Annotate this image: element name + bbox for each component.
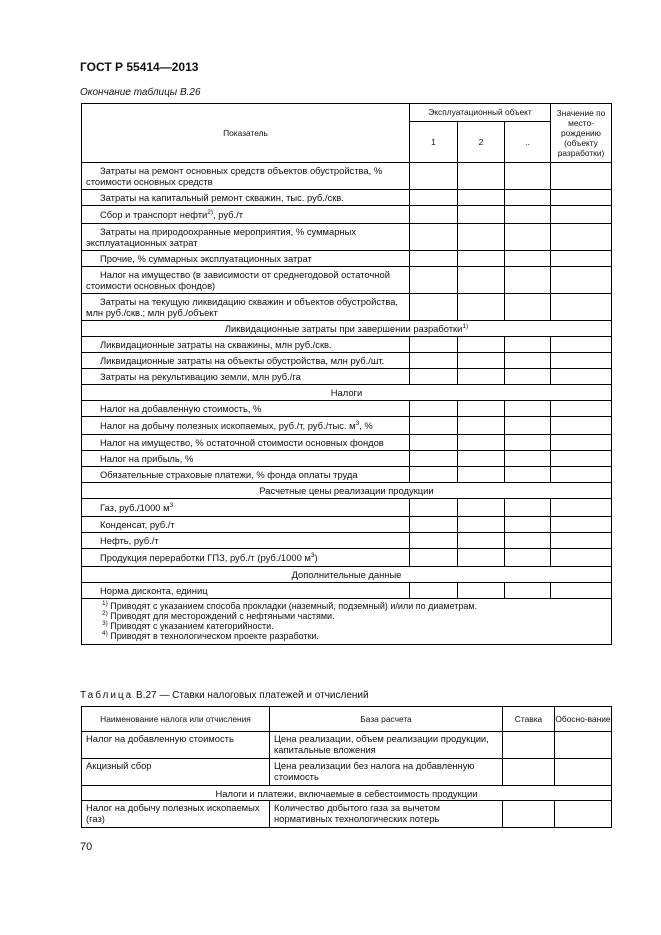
footnote: $^{1)}$ Приводят с указанием способа прокладки (наземный, подземный) и/или по диаметрам. bbox=[102, 600, 478, 611]
footnotes bbox=[82, 599, 612, 645]
table-b26 bbox=[81, 103, 612, 645]
footnote: $^{2)}$ Приводят для месторождений с нефтяными частями. bbox=[102, 610, 335, 621]
footnote: $^{4)}$ Приводят в технологическом проекте разработки. bbox=[102, 630, 320, 641]
footnote: $^{3)}$ Приводят с указанием категорийности. bbox=[102, 620, 274, 631]
table-row: Налог на прибыль, % bbox=[82, 451, 410, 467]
table-row: Нефть, руб./т bbox=[82, 533, 410, 549]
table-row: Налог на имущество, % остаточной стоимости основных фондов bbox=[82, 435, 410, 451]
page-header: ГОСТ Р 55414—2013 bbox=[80, 60, 199, 74]
header-object: Эксплуатационный объект bbox=[410, 104, 551, 122]
table-row: Затраты на капитальный ремонт скважин, тыс. руб./скв. bbox=[82, 190, 410, 206]
section-header: Налоги bbox=[82, 385, 612, 401]
table-row: Конденсат, руб./т bbox=[82, 517, 410, 533]
table-row-base: Количество добытого газа за вычетом нормативных технологических потерь bbox=[270, 801, 503, 828]
table-caption: Окончание таблицы В.26 bbox=[80, 87, 201, 98]
table-row: Ликвидационные затраты на скважины, млн руб./скв. bbox=[82, 337, 410, 353]
section-header: Дополнительные данные bbox=[82, 567, 612, 583]
section-header: Ликвидационные затраты при завершении разработки$^{1)}$ bbox=[82, 321, 612, 337]
table-row: Затраты на ремонт основных средств объектов обустройства, % стоимости основных средств bbox=[82, 163, 410, 190]
header-rate: Ставка bbox=[503, 707, 555, 732]
table-row: Затраты на рекультивацию земли, млн руб./га bbox=[82, 369, 410, 385]
section-header: Налоги и платежи, включаемые в себестоимость продукции bbox=[82, 786, 612, 801]
table-caption: Таблица В.27 — Ставки налоговых платежей и отчислений bbox=[80, 690, 369, 701]
table-row: Продукция переработки ГПЗ, руб./т (руб./1000 $м^3$) bbox=[82, 549, 410, 567]
table-b27 bbox=[81, 706, 612, 828]
table-row: Затраты на текущую ликвидацию скважин и объектов обустройства, млн руб./скв.; млн руб./объект bbox=[82, 294, 410, 321]
table-row: Газ, руб./1000 $м^3$ bbox=[82, 499, 410, 517]
table-row: Обязательные страховые платежи, % фонда оплаты труда bbox=[82, 467, 410, 483]
table-row: Прочие, % суммарных эксплуатационных затрат bbox=[82, 251, 410, 267]
table-row-base: Цена реализации без налога на добавленную стоимость bbox=[270, 759, 503, 786]
header-object-1: 1 bbox=[410, 122, 458, 163]
header-reason: Обосно-вание bbox=[555, 707, 612, 732]
header-base: База расчета bbox=[270, 707, 503, 732]
table-row-base: Цена реализации, объем реализации продукции, капитальные вложения bbox=[270, 732, 503, 759]
table-row: Налог на добавленную стоимость, % bbox=[82, 401, 410, 417]
table-row: Затраты на природоохранные мероприятия, % суммарных эксплуатационных затрат bbox=[82, 224, 410, 251]
table-row: Налог на добычу полезных ископаемых, руб./т, руб./тыс. $м^3$, % bbox=[82, 417, 410, 435]
table-row: Сбор и транспорт нефти$^{2)}$, руб./т bbox=[82, 206, 410, 224]
table-row: Налог на имущество (в зависимости от среднегодовой остаточной стоимости основных фондов) bbox=[82, 267, 410, 294]
page-number: 70 bbox=[80, 841, 93, 853]
header-tax-name: Наименование налога или отчисления bbox=[82, 707, 270, 732]
table-row-name: Налог на добавленную стоимость bbox=[82, 732, 270, 759]
header-value: Значение по место-рождению (объекту разработки) bbox=[551, 104, 612, 163]
table-row: Ликвидационные затраты на объекты обустройства, млн руб./шт. bbox=[82, 353, 410, 369]
header-indicator: Показатель bbox=[82, 104, 410, 163]
table-row-name: Акцизный сбор bbox=[82, 759, 270, 786]
table-row-name: Налог на добычу полезных ископаемых (газ) bbox=[82, 801, 270, 828]
table-row: Норма дисконта, единиц bbox=[82, 583, 410, 599]
header-object-2: 2 bbox=[458, 122, 505, 163]
header-object-3: .. bbox=[505, 122, 551, 163]
section-header: Расчетные цены реализации продукции bbox=[82, 483, 612, 499]
